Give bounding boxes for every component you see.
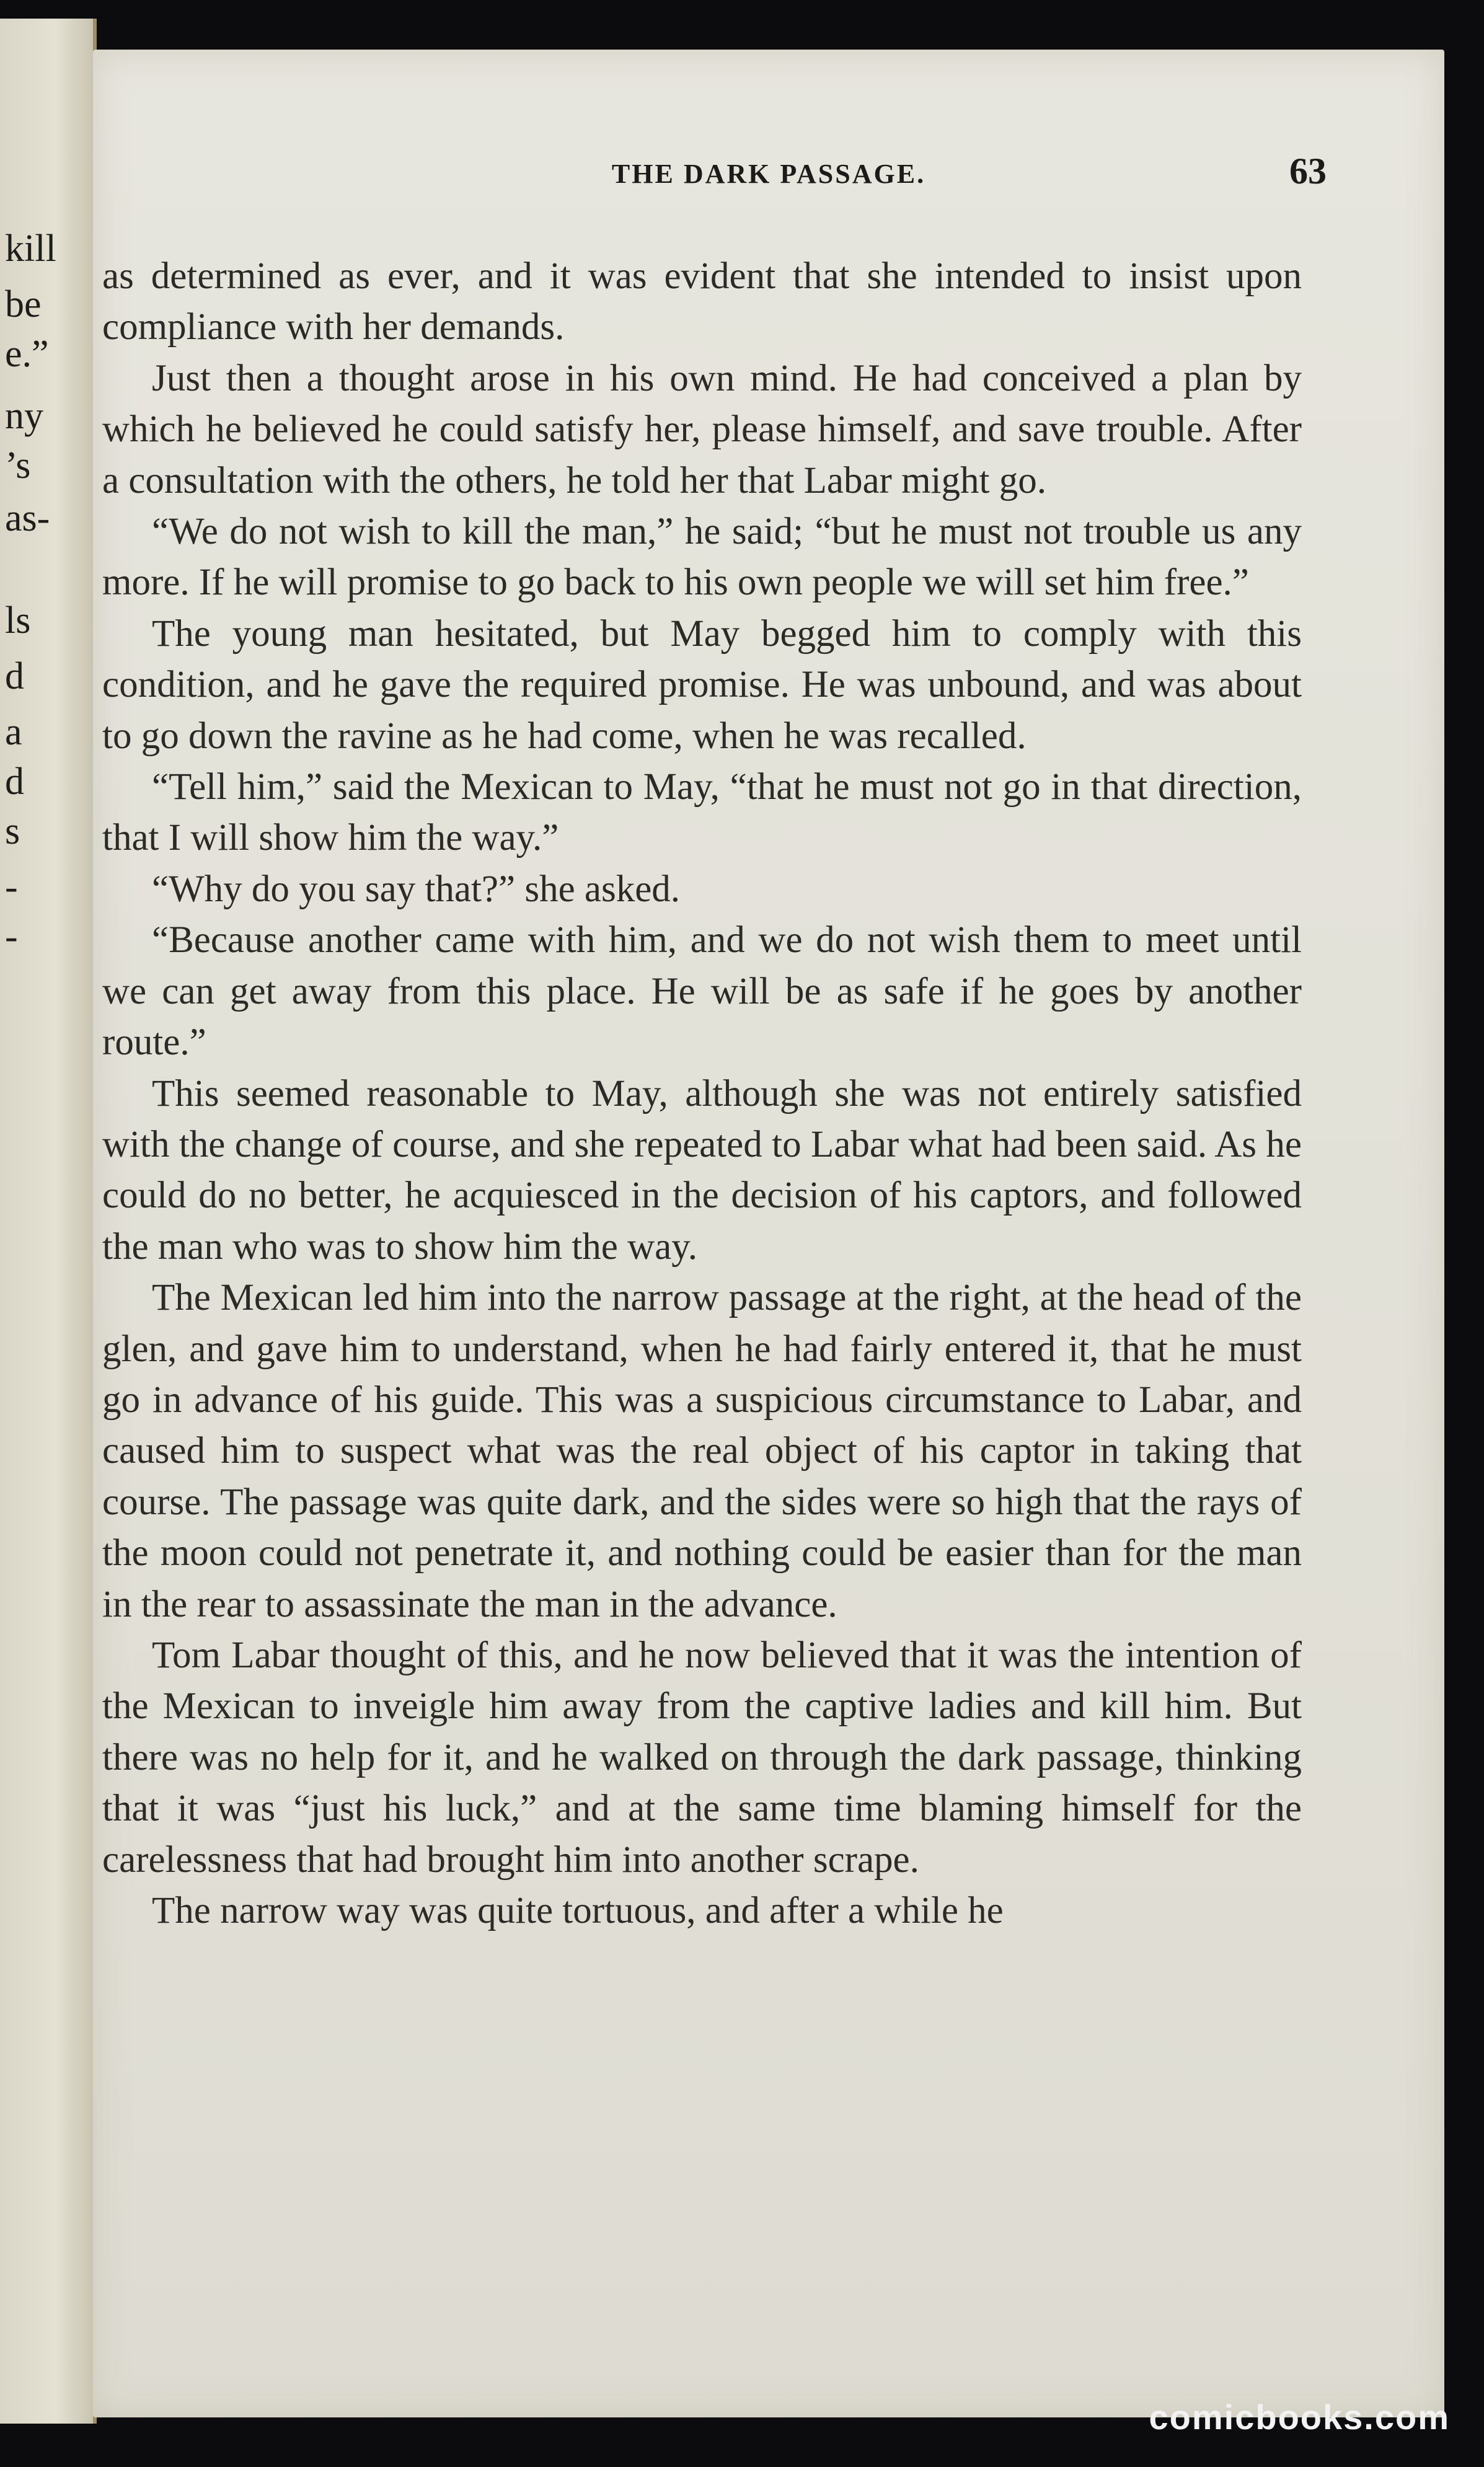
paragraph: Just then a thought arose in his own mind. He had conceived a plan by which he believed he could satisfy her, please himself, and save trouble. After a consultation with the others, he told her that Labar might go. [102, 357, 1302, 501]
prev-page-fragment: ’s [5, 444, 31, 487]
paragraph: “Tell him,” said the Mexican to May, “that he must not go in that direction, that I will show him the way.” [102, 766, 1302, 859]
page-number: 63 [1289, 151, 1327, 192]
prev-page-fragment: ls [5, 599, 31, 642]
paragraph: Tom Labar thought of this, and he now believed that it was the intention of the Mexican to inveigle him away from the captive ladies and kill him. But there was no help for it, and he walked on through the dark passage, thinking that it was “just his luck,” and at the same time blaming himself for the carelessness that had brought him into another scrape. [102, 1634, 1302, 1881]
prev-page-fragment: as- [5, 497, 50, 539]
paragraph: as determined as ever, and it was evident that she intended to insist upon compliance with her demands. [102, 255, 1302, 348]
prev-page-fragment: ny [5, 395, 43, 437]
previous-page-edge [0, 19, 97, 2424]
book-page [93, 50, 1444, 2417]
prev-page-fragment: d [5, 761, 24, 803]
prev-page-fragment: a [5, 711, 22, 753]
prev-page-fragment: kill [5, 227, 56, 270]
body-text [102, 251, 1302, 1936]
prev-page-fragment: be [5, 283, 42, 325]
paragraph: This seemed reasonable to May, although she was not entirely satisfied with the change of course, and she repeated to Labar what had been said. As he could do no better, he acquiesced in the decision of his captors, and followed the man who was to show him the way. [102, 1072, 1302, 1268]
prev-page-fragment: - [5, 916, 18, 958]
paragraph: “Why do you say that?” she asked. [152, 868, 681, 910]
running-title: THE DARK PASSAGE. [611, 159, 926, 189]
prev-page-fragment: - [5, 866, 18, 908]
watermark: comicbooks.com [1149, 2398, 1450, 2437]
paragraph: The narrow way was quite tortuous, and after a while he [152, 1890, 1004, 1931]
paragraph: “Because another came with him, and we do not wish them to meet until we can get away from this place. He will be as safe if he goes by another route.” [102, 919, 1302, 1064]
prev-page-fragment: e.” [5, 333, 49, 375]
paragraph: The young man hesitated, but May begged him to comply with this condition, and he gave the required promise. He was unbound, and was about to go down the ravine as he had come, when he was recalled. [102, 612, 1302, 757]
paragraph: The Mexican led him into the narrow passage at the right, at the head of the glen, and gave him to understand, when he had fairly entered it, that he must go in advance of his guide. This was a suspicious circumstance to Labar, and caused him to suspect what was the real object of his captor in taking that course. The passage was quite dark, and the sides were so high that the rays of the moon could not penetrate it, and nothing could be easier than for the man in the rear to assassinate the man in the advance. [102, 1277, 1302, 1625]
prev-page-fragment: s [5, 810, 20, 852]
prev-page-fragment: d [5, 655, 24, 697]
paragraph: “We do not wish to kill the man,” he said; “but he must not trouble us any more. If he will promise to go back to his own people we will set him free.” [102, 511, 1302, 604]
